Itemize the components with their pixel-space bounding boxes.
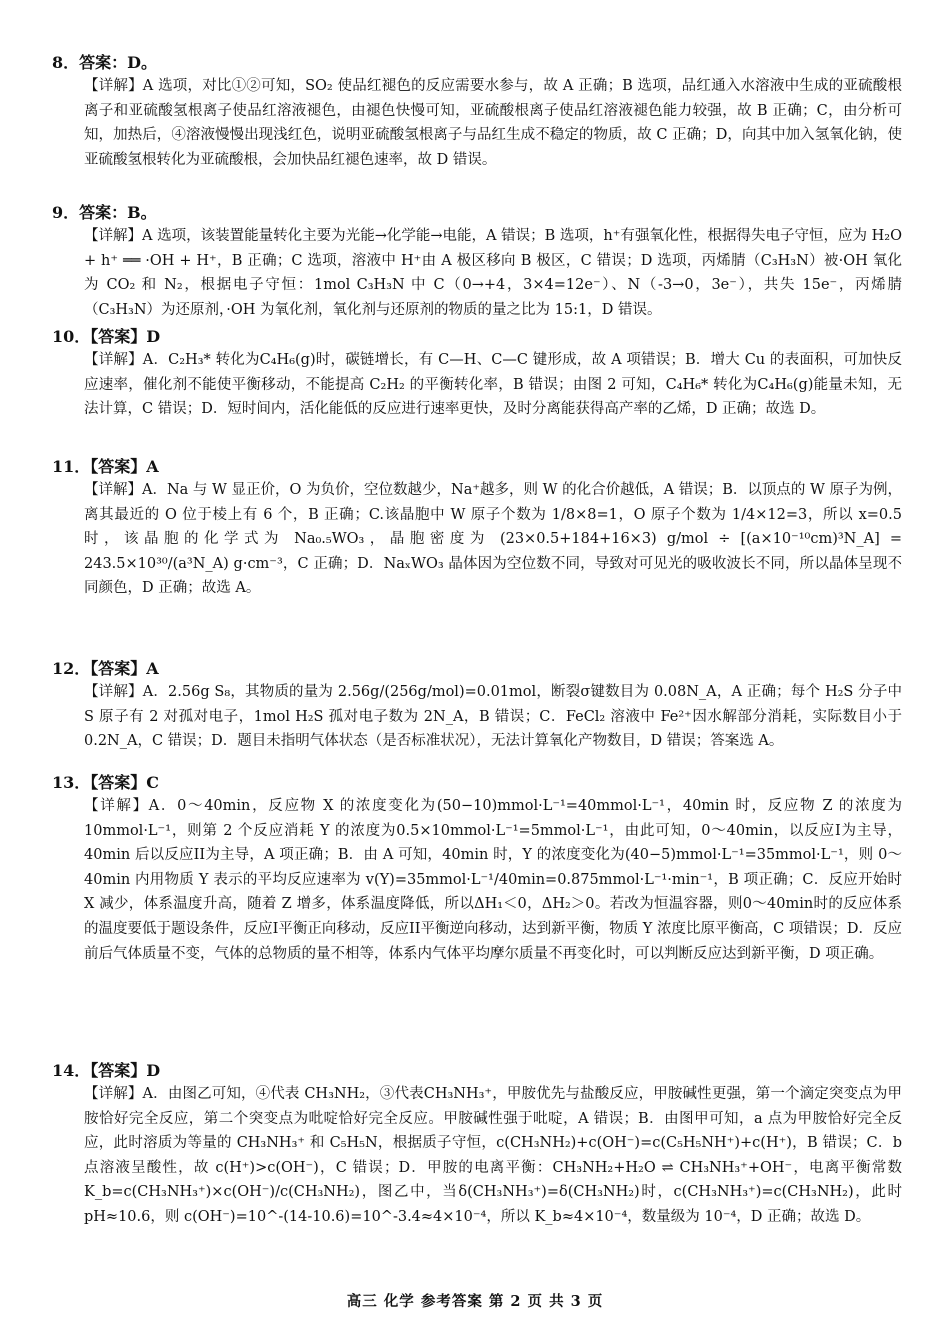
question-10-head: 10．【答案】D bbox=[52, 327, 161, 346]
question-9-explanation: 【详解】A 选项，该装置能量转化主要为光能→化学能→电能，A 错误；B 选项，h⁺有强氧化性，根据得失电子守恒，应为 H₂O + h⁺ ══ ·OH + H⁺，B 正确；C 选项，溶液中 H⁺由 A 极区移向 B 极区，C 错误；D 选项，丙烯腈（C₃H₃N）被·OH 氧化为 CO₂ 和 N₂，根据电子守恒：1mol C₃H₃N 中 C（0→+4，3×4=12e⁻）、N（-3→0，3e⁻），共失 15e⁻，丙烯腈（C₃H₃N）为还原剂，·OH 为氧化剂，氧化剂与还原剂的物质的量之比为 15:1，D 错误。 bbox=[84, 228, 902, 318]
question-11-explanation: 【详解】A．Na 与 W 显正价，O 为负价，空位数越少，Na⁺越多，则 W 的化合价越低，A 错误；B．以顶点的 W 原子为例，离其最近的 O 位于棱上有 6 个，B 正确；C.该晶胞中 W 原子个数为 1/8×8=1，O 原子个数为 1/4×12=3，所以 x=0.5 时，该晶胞的化学式为 Na₀.₅WO₃，晶胞密度为 (23×0.5+184+16×3) g/mol ÷ [(a×10⁻¹⁰cm)³N_A] = 243.5×10³⁰/(a³N_A) g·cm⁻³，C 正确；D．NaₓWO₃ 晶体因为空位数不同，导致对可见光的吸收波长不同，所以晶体呈现不同颜色，D 正确；故选 A。 bbox=[84, 482, 902, 597]
question-8-explanation: 【详解】A 选项，对比①②可知，SO₂ 使品红褪色的反应需要水参与，故 A 正确；B 选项，品红通入水溶液中生成的亚硫酸根离子和亚硫酸氢根离子使品红溶液褪色，由褪色快慢可知，亚硫酸根离子使品红溶液褪色能力较强，故 B 正确；C，由分析可知，加热后，④溶液慢慢出现浅红色，说明亚硫酸氢根离子与品红生成不稳定的物质，故 C 正确；D，向其中加入氢氧化钠，使亚硫酸氢根转化为亚硫酸根，会加快品红褪色速率，故 D 错误。 bbox=[84, 78, 902, 168]
question-14-head: 14．【答案】D bbox=[52, 1061, 161, 1080]
question-10-explanation: 【详解】A．C₂H₃* 转化为C₄H₆(g)时，碳链增长，有 C—H、C—C 键形成，故 A 项错误；B．增大 Cu 的表面积，可加快反应速率，催化剂不能使平衡移动，不能提高 C₂H₂ 的平衡转化率，B 错误；由图 2 可知，C₄H₆* 转化为C₄H₆(g)能量未知，无法计算，C 错误；D．短时间内，活化能低的反应进行速率更快，及时分离能获得高产率的乙烯，D 正确；故选 D。 bbox=[84, 352, 902, 418]
question-13 bbox=[52, 772, 902, 966]
question-13-head: 13．【答案】C bbox=[52, 773, 160, 792]
question-9 bbox=[52, 202, 902, 322]
page-footer: 高三 化学 参考答案 第 2 页 共 3 页 bbox=[346, 1293, 604, 1310]
question-14-explanation: 【详解】A．由图乙可知，④代表 CH₃NH₂，③代表CH₃NH₃⁺，甲胺优先与盐酸反应，甲胺碱性更强，第一个滴定突变点为甲胺恰好完全反应，第二个突变点为吡啶恰好完全反应。甲胺碱性强于吡啶，A 错误；B．由图甲可知，a 点为甲胺恰好完全反应，此时溶质为等量的 CH₃NH₃⁺ 和 C₅H₅N，根据质子守恒，c(CH₃NH₂)+c(OH⁻)=c(C₅H₅NH⁺)+c(H⁺)，B 错误；C．b 点溶液呈酸性，故 c(H⁺)>c(OH⁻)，C 错误；D．甲胺的电离平衡：CH₃NH₂+H₂O ⇌ CH₃NH₃⁺+OH⁻，电离平衡常数 K_b=c(CH₃NH₃⁺)×c(OH⁻)/c(CH₃NH₂)，图乙中，当δ(CH₃NH₃⁺)=δ(CH₃NH₂)时，c(CH₃NH₃⁺)=c(CH₃NH₂)，此时 pH≈10.6，则 c(OH⁻)=10^-(14-10.6)=10^-3.4≈4×10⁻⁴，所以 K_b≈4×10⁻⁴，数量级为 10⁻⁴，D 正确；故选 D。 bbox=[84, 1086, 902, 1225]
question-10 bbox=[52, 326, 902, 422]
question-9-head: 9．答案：B。 bbox=[52, 203, 157, 222]
question-8 bbox=[52, 52, 902, 172]
question-12 bbox=[52, 658, 902, 754]
question-12-head: 12．【答案】A bbox=[52, 659, 159, 678]
question-12-explanation: 【详解】A．2.56g S₈，其物质的量为 2.56g/(256g/mol)=0.01mol，断裂σ键数目为 0.08N_A，A 正确；每个 H₂S 分子中 S 原子有 2 对孤对电子，1mol H₂S 孤对电子数为 2N_A，B 错误；C．FeCl₂ 溶液中 Fe²⁺因水解部分消耗，实际数目小于 0.2N_A，C 错误；D．题目未指明气体状态（是否标准状况），无法计算氧化产物数目，D 错误；答案选 A。 bbox=[84, 684, 902, 750]
question-8-head: 8．答案：D。 bbox=[52, 53, 158, 72]
question-11 bbox=[52, 456, 902, 601]
question-13-explanation: 【详解】A．0～40min，反应物 X 的浓度变化为(50−10)mmol·L⁻¹=40mmol·L⁻¹，40min 时，反应物 Z 的浓度为10mmol·L⁻¹，则第 2 个反应消耗 Y 的浓度为0.5×10mmol·L⁻¹=5mmol·L⁻¹，由此可知，0～40min，以反应I为主导，40min 后以反应II为主导，A 项正确；B．由 A 可知，40min 时，Y 的浓度变化为(40−5)mmol·L⁻¹=35mmol·L⁻¹，则 0～40min 内用物质 Y 表示的平均反应速率为 v(Y)=35mmol·L⁻¹/40min=0.875mmol·L⁻¹·min⁻¹，B 项正确；C．反应开始时 X 减少，体系温度升高，随着 Z 增多，体系温度降低，所以ΔH₁＜0，ΔH₂＞0。若改为恒温容器，则0～40min时的反应体系的温度要低于题设条件，反应I平衡正向移动，反应II平衡逆向移动，达到新平衡，物质 Y 浓度比原平衡高，C 项错误；D．反应前后气体质量不变，气体的总物质的量不相等，体系内气体平均摩尔质量不再变化时，可以判断反应达到新平衡，D 项正确。 bbox=[84, 798, 902, 962]
question-11-head: 11．【答案】A bbox=[52, 457, 159, 476]
question-14 bbox=[52, 1060, 902, 1230]
